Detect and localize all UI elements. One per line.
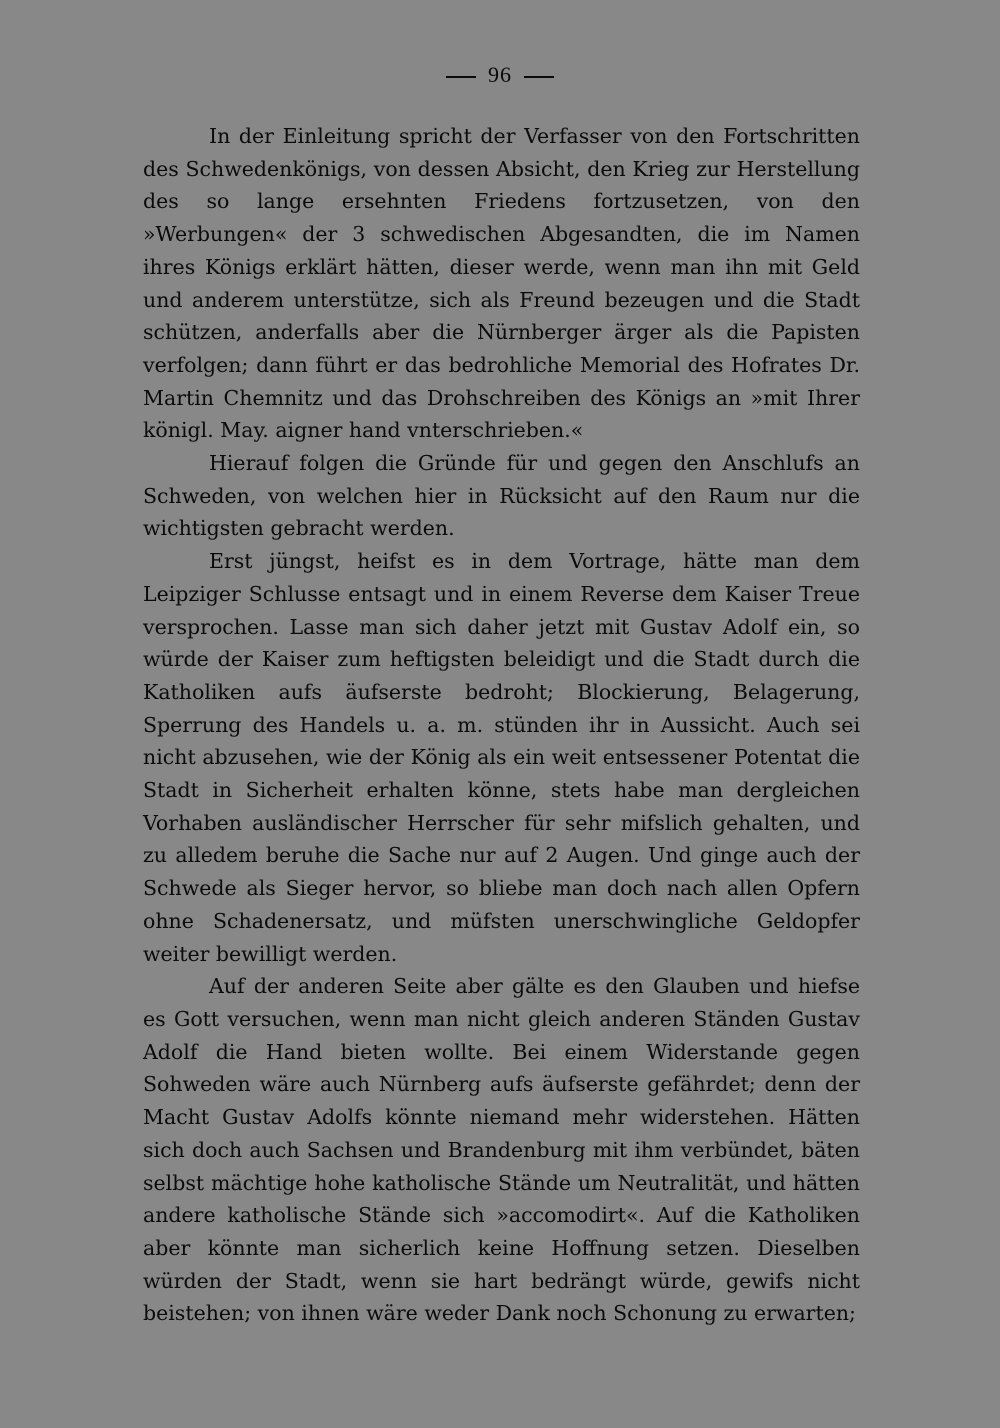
page-number: 96 xyxy=(488,62,512,87)
left-dash xyxy=(446,76,476,78)
body-text xyxy=(143,120,860,1330)
page-number-header xyxy=(0,62,1000,88)
paragraph-against: Erst jüngst, heifst es in dem Vortrage, hätte man dem Leipziger Schlusse entsagt und in einem Reverse dem Kaiser Treue versprochen. Lasse man sich daher jetzt mit Gustav Adolf ein, so würde der Kaiser zum heftigsten beleidigt und die Stadt durch die Katholiken aufs äufserste bedroht; Blockierung, Belagerung, Sperrung des Handels u. a. m. stünden ihr in Aussicht. Auch sei nicht abzusehen, wie der König als ein weit entsessener Potentat die Stadt in Sicherheit erhalten könne, stets habe man dergleichen Vorhaben ausländischer Herrscher für sehr mifslich gehalten, und zu alledem beruhe die Sache nur auf 2 Augen. Und ginge auch der Schwede als Sieger hervor, so bliebe man doch nach allen Opfern ohne Schadenersatz, und müfsten unerschwingliche Geldopfer weiter bewilligt werden. xyxy=(143,549,860,966)
paragraph-reasons: Hierauf folgen die Gründe für und gegen den Anschlufs an Schweden, von welchen hier in Rücksicht auf den Raum nur die wichtigsten gebracht werden. xyxy=(143,451,860,541)
right-dash xyxy=(524,76,554,78)
paragraph-introduction: In der Einleitung spricht der Verfasser von den Fortschritten des Schwedenkönigs, von dessen Absicht, den Krieg zur Herstellung des so lange ersehnten Friedens fortzusetzen, von den »Werbungen« der 3 schwedischen Abgesandten, die im Namen ihres Königs erklärt hätten, dieser werde, wenn man ihn mit Geld und anderem unterstütze, sich als Freund bezeugen und die Stadt schützen, anderfalls aber die Nürnberger ärger als die Papisten verfolgen; dann führt er das bedrohliche Memorial des Hofrates Dr. Martin Chemnitz und das Drohschreiben des Königs an »mit Ihrer königl. May. aigner hand vnterschrieben.« xyxy=(143,124,860,443)
paragraph-for: Auf der anderen Seite aber gälte es den Glauben und hiefse es Gott versuchen, wenn man nicht gleich anderen Ständen Gustav Adolf die Hand bieten wollte. Bei einem Widerstande gegen Sohweden wäre auch Nürnberg aufs äufserste gefährdet; denn der Macht Gustav Adolfs könnte niemand mehr widerstehen. Hätten sich doch auch Sachsen und Brandenburg mit ihm verbündet, bäten selbst mächtige hohe katholische Stände um Neutralität, und hätten andere katholische Stände sich »accomodirt«. Auf die Katholiken aber könnte man sicherlich keine Hoffnung setzen. Dieselben würden der Stadt, wenn sie hart bedrängt würde, gewifs nicht beistehen; von ihnen wäre weder Dank noch Schonung zu erwarten; xyxy=(143,974,860,1326)
